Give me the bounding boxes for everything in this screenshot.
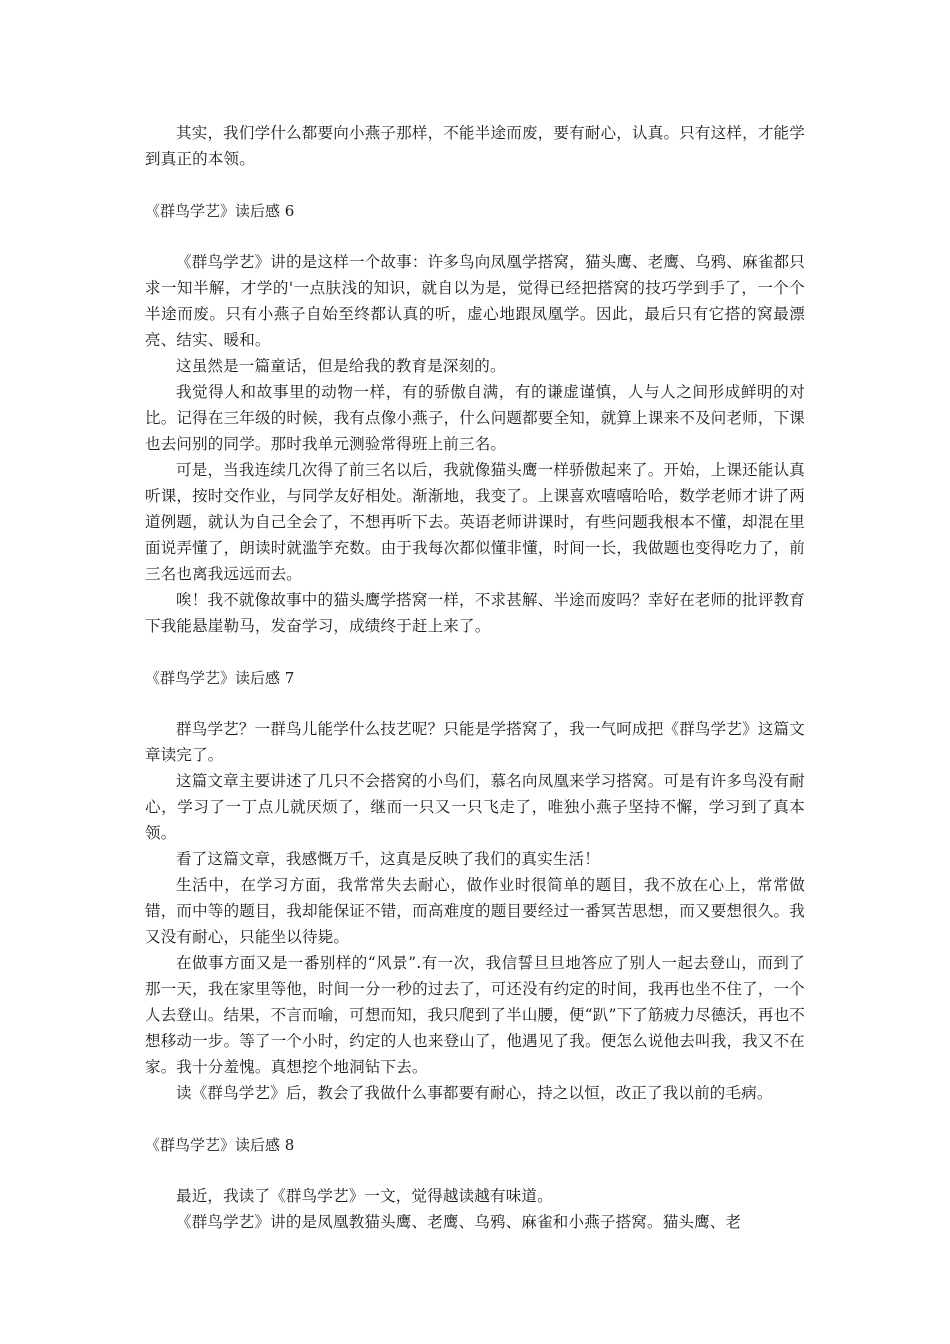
paragraph: 《群鸟学艺》讲的是凤凰教猫头鹰、老鹰、乌鸦、麻雀和小燕子搭窝。猫头鹰、老 — [176, 1213, 742, 1231]
paragraph: 我觉得人和故事里的动物一样，有的骄傲自满，有的谦虚谨慎，人与人之间形成鲜明的对比。记得在三年级的时候，我有点像小燕子，什么问题都要全知，就算上课来不及问老师，下课也去问别的同学。那时我单元测验常得班上前三名。 — [145, 383, 805, 453]
paragraph: 唉！我不就像故事中的猫头鹰学搭窝一样，不求甚解、半途而废吗？幸好在老师的批评教育下我能悬崖勒马，发奋学习，成绩终于赶上来了。 — [145, 591, 805, 635]
paragraph: 生活中，在学习方面，我常常失去耐心，做作业时很简单的题目，我不放在心上，常常做错，而中等的题目，我却能保证不错，而高难度的题目要经过一番冥苦思想，而又要想很久。我又没有耐心，只能坐以待毙。 — [145, 876, 805, 946]
paragraph: 读《群鸟学艺》后，教会了我做什么事都要有耐心，持之以恒，改正了我以前的毛病。 — [176, 1084, 773, 1102]
section-heading: 《群鸟学艺》读后感 8 — [145, 1136, 295, 1154]
paragraph: 群鸟学艺？一群鸟儿能学什么技艺呢？只能是学搭窝了，我一气呵成把《群鸟学艺》这篇文章读完了。 — [145, 720, 805, 764]
paragraph: 在做事方面又是一番别样的“风景”.有一次，我信誓旦旦地答应了别人一起去登山，而到了那一天，我在家里等他，时间一分一秒的过去了，可还没有约定的时间，我再也坐不住了，一个人去登山。结果，不言而喻，可想而知，我只爬到了半山腰，便“趴”下了筋疲力尽德沃，再也不想移动一步。等了一个小时，约定的人也来登山了，他遇见了我。便怎么说他去叫我，我又不在家。我十分羞愧。真想挖个地洞钻下去。 — [145, 954, 805, 1076]
paragraph: 《群鸟学艺》讲的是这样一个故事：许多鸟向凤凰学搭窝，猫头鹰、老鹰、乌鸦、麻雀都只求一知半解，才学的'一点肤浅的知识，就自以为是，觉得已经把搭窝的技巧学到手了，一个个半途而废。只有小燕子自始至终都认真的听，虚心地跟凤凰学。因此，最后只有它搭的窝最漂亮、结实、暖和。 — [145, 253, 805, 349]
paragraph: 最近，我读了《群鸟学艺》一文，觉得越读越有味道。 — [176, 1187, 553, 1205]
section-6 — [145, 198, 805, 639]
section-heading: 《群鸟学艺》读后感 6 — [145, 202, 295, 220]
intro-block — [145, 120, 805, 172]
paragraph: 其实，我们学什么都要向小燕子那样，不能半途而废，要有耐心，认真。只有这样，才能学到真正的本领。 — [145, 124, 805, 168]
section-7 — [145, 665, 805, 1106]
section-heading: 《群鸟学艺》读后感 7 — [145, 669, 295, 687]
paragraph: 这篇文章主要讲述了几只不会搭窝的小鸟们，慕名向凤凰来学习搭窝。可是有许多鸟没有耐心，学习了一丁点儿就厌烦了，继而一只又一只飞走了，唯独小燕子坚持不懈，学习到了真本领。 — [145, 772, 805, 842]
paragraph: 这虽然是一篇童话，但是给我的教育是深刻的。 — [176, 357, 506, 375]
paragraph: 可是，当我连续几次得了前三名以后，我就像猫头鹰一样骄傲起来了。开始，上课还能认真听课，按时交作业，与同学友好相处。渐渐地，我变了。上课喜欢嘻嘻哈哈，数学老师才讲了两道例题，就认为自己全会了，不想再听下去。英语老师讲课时，有些问题我根本不懂，却混在里面说弄懂了，朗读时就滥竽充数。由于我每次都似懂非懂，时间一长，我做题也变得吃力了，前三名也离我远远而去。 — [145, 461, 805, 583]
section-8 — [145, 1132, 805, 1235]
paragraph: 看了这篇文章，我感慨万千，这真是反映了我们的真实生活！ — [176, 850, 600, 868]
document-page — [145, 120, 805, 1235]
